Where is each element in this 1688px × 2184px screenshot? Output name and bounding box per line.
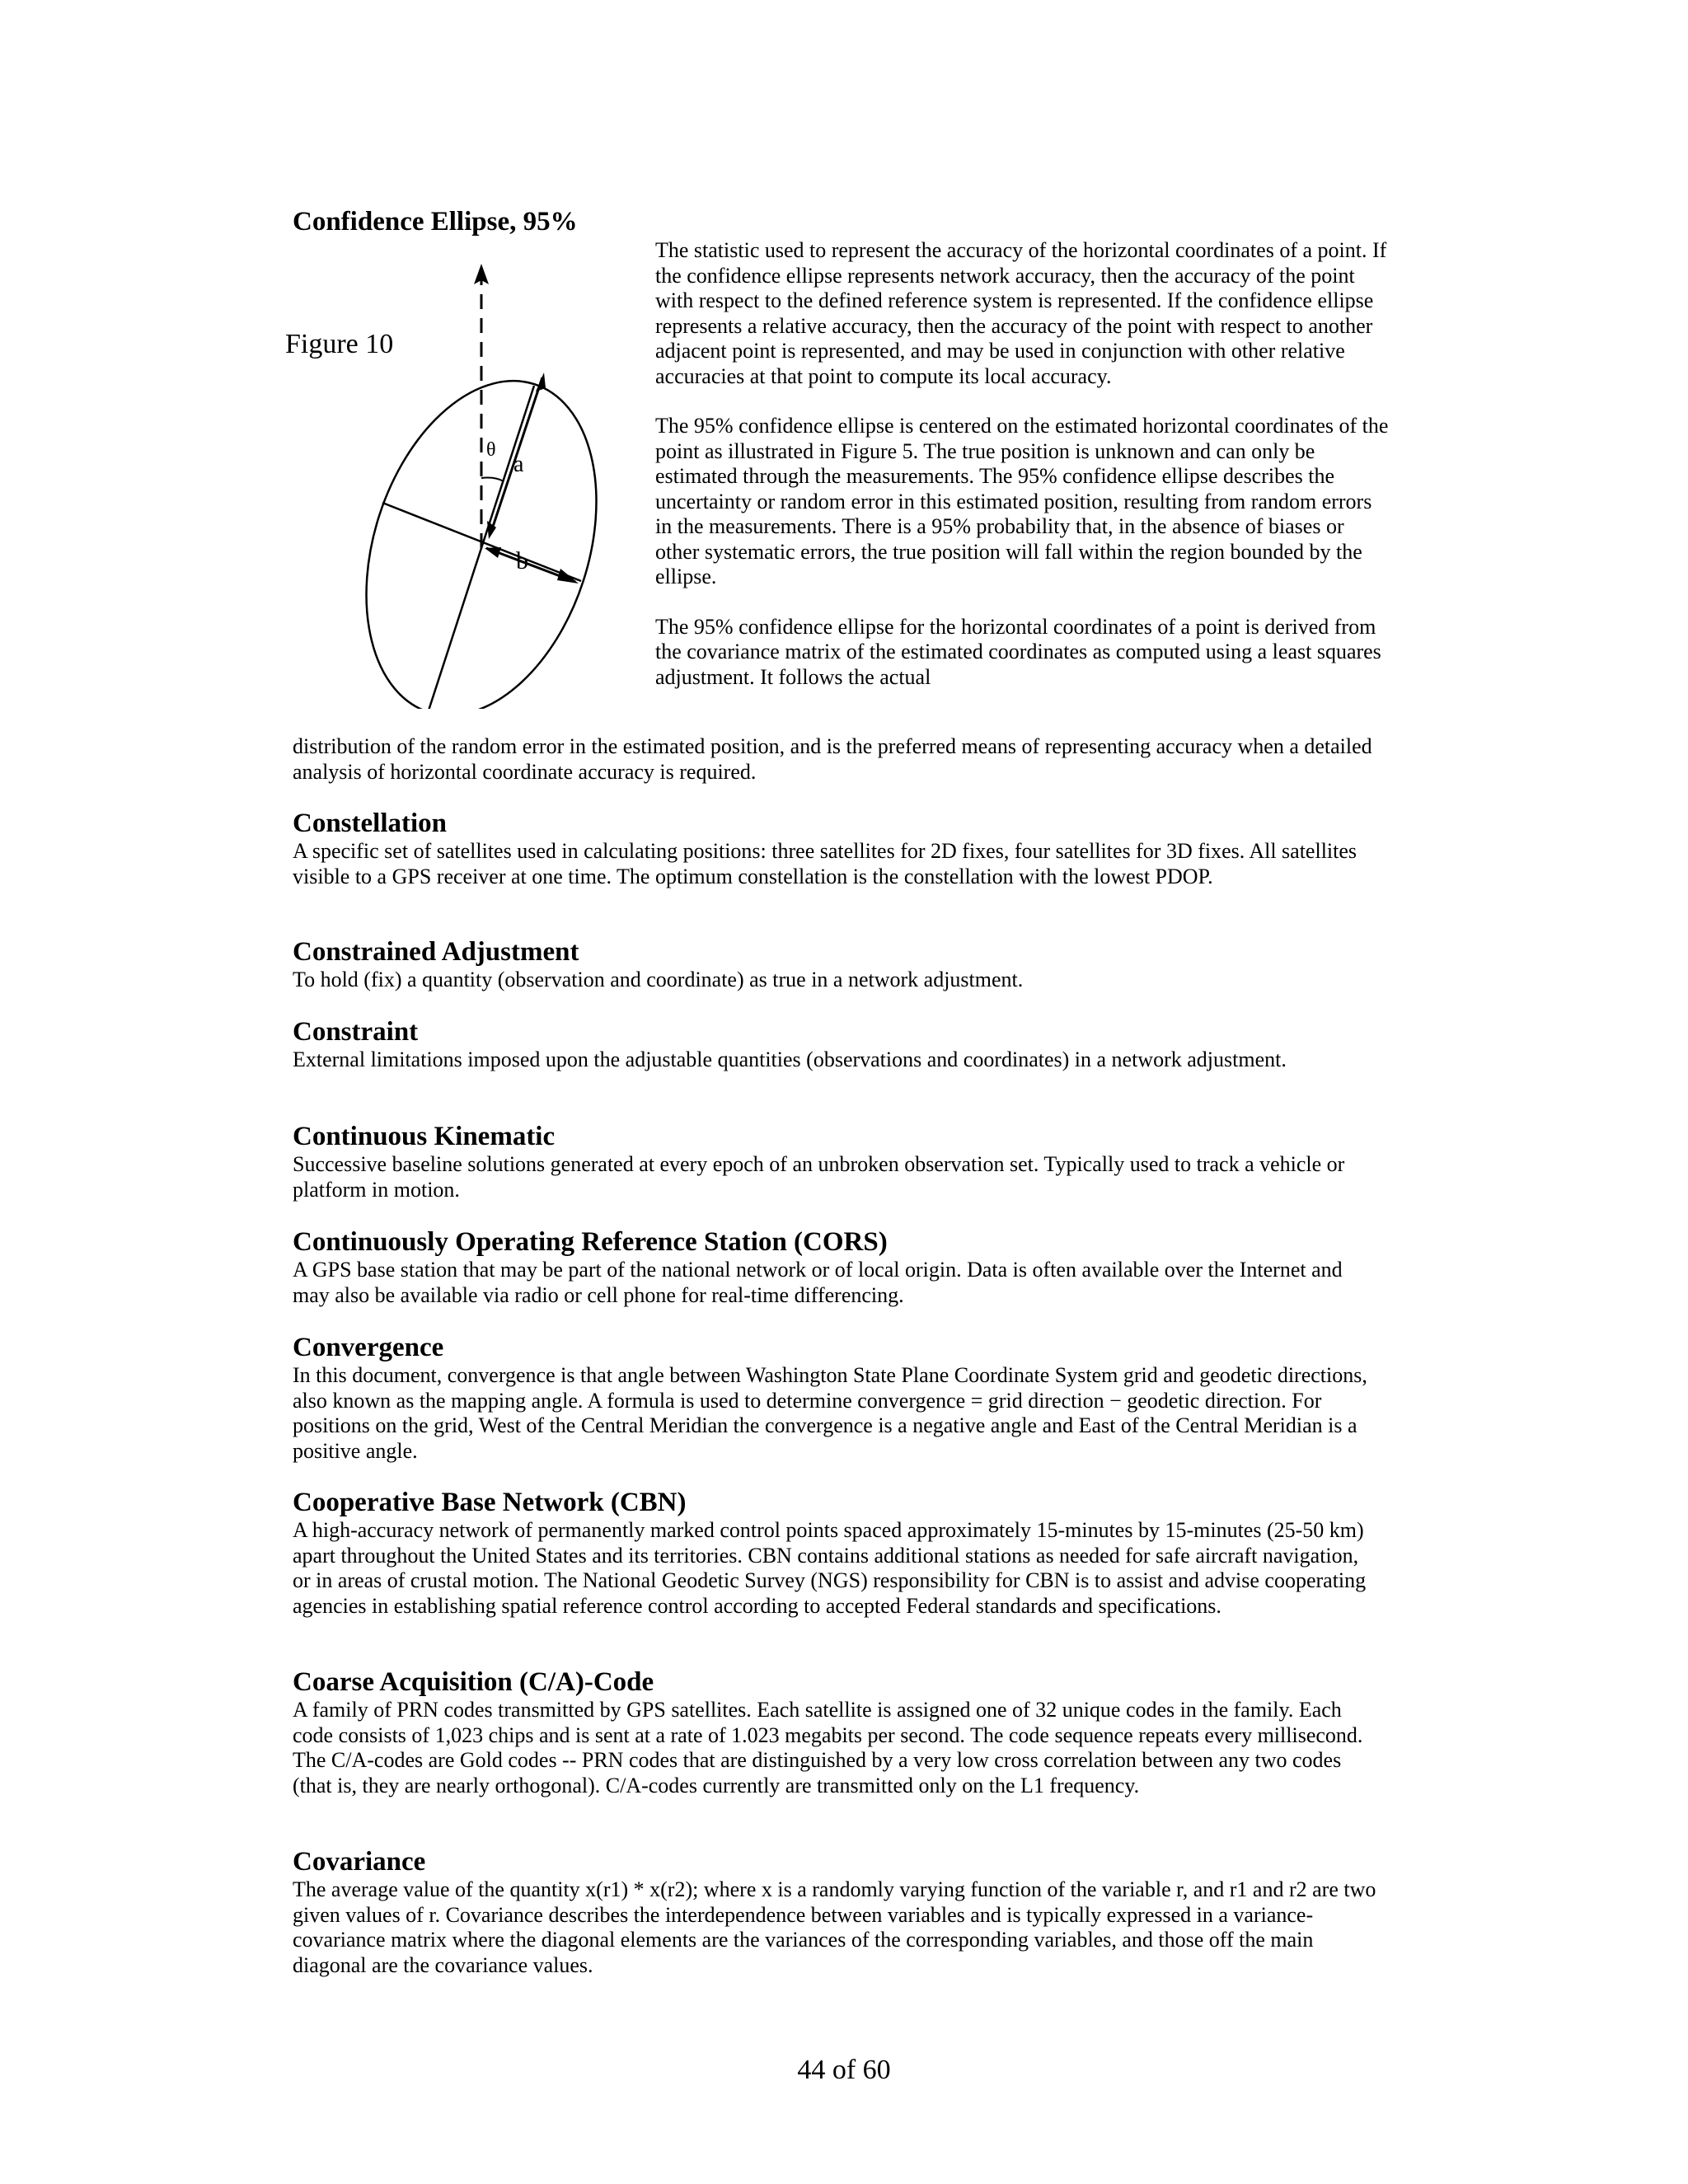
definition-paragraph: distribution of the random error in the estimated position, and is the preferred means of representing accuracy when a detailed analysis of horizontal coordinate accuracy is required. bbox=[293, 734, 1372, 784]
definition-paragraph: The 95% confidence ellipse is centered on the estimated horizontal coordinates of the point as illustrated in Figure 5. The true position is unknown and can only be estimated through the measurements. The 95% confidence ellipse describes the uncertainty or random error in this estimated position, resulting from random errors in the measurements. There is a 95% probability that, in the absence of biases or other systematic errors, the true position will fall within the region bounded by the ellipse. bbox=[655, 414, 1389, 588]
definition-text: A high-accuracy network of permanently marked control points spaced approximately 15-minutes by 15-minutes (25-50 km) apart throughout the United States and its territories. CBN contains additional stations as needed for safe aircraft navigation, or in areas of crustal motion. The National Geodetic Survey (NGS) responsibility for CBN is to assist and advise cooperating agencies in establishing spatial reference control according to accepted Federal standards and specifications. bbox=[293, 1518, 1367, 1618]
term-heading: Confidence Ellipse, 95% bbox=[293, 207, 578, 237]
glossary-entry bbox=[293, 1332, 1381, 1464]
term-heading: Covariance bbox=[293, 1847, 426, 1877]
definition-text: The average value of the quantity x(r1) * x(r2); where x is a randomly varying function of the variable r, and r1 and r2 are two given values of r. Covariance describes the interdependence between variables and is typically expressed in a variance-covariance matrix where the diagonal elements are the variances of the corresponding variables, and those off the main diagonal are the covariance values. bbox=[293, 1877, 1376, 1977]
definition-text: Successive baseline solutions generated at every epoch of an unbroken observation set. Typically used to track a vehicle or platform in motion. bbox=[293, 1152, 1345, 1202]
term-heading: Convergence bbox=[293, 1333, 444, 1362]
term-heading: Cooperative Base Network (CBN) bbox=[293, 1488, 687, 1517]
glossary-entry bbox=[293, 808, 1381, 889]
definition-paragraph: The 95% confidence ellipse for the horizontal coordinates of a point is derived from the covariance matrix of the estimated coordinates as computed using a least squares adjustment. It follows the actual bbox=[655, 614, 1381, 689]
semi-minor-arrowhead-icon bbox=[557, 569, 579, 583]
term-heading: Continuously Operating Reference Station (CORS) bbox=[293, 1227, 888, 1257]
b-label: b bbox=[516, 547, 528, 574]
term-heading: Continuous Kinematic bbox=[293, 1122, 556, 1151]
confidence-ellipse-figure bbox=[354, 255, 618, 709]
definition-text: A specific set of satellites used in calculating positions: three satellites for 2D fixes, four satellites for 3D fixes. All satellites visible to a GPS receiver at one time. The optimum constellation is the constellation with the lowest PDOP. bbox=[293, 839, 1357, 888]
glossary-entry bbox=[293, 1121, 1381, 1202]
term-heading: Constrained Adjustment bbox=[293, 937, 579, 967]
glossary-entry bbox=[293, 936, 1381, 993]
semi-minor-tail-arrowhead-icon bbox=[485, 547, 501, 558]
semi-major-arrowhead-icon bbox=[536, 373, 546, 391]
glossary-entry bbox=[293, 1016, 1381, 1073]
term-heading: Constraint bbox=[293, 1017, 419, 1047]
glossary-entry bbox=[293, 1846, 1381, 1978]
definition-text: A family of PRN codes transmitted by GPS satellites. Each satellite is assigned one of 32 unique codes in the family. Each code consists of 1,023 chips and is sent at a rate of 1.023 megabits per second. The code sequence repeats every millisecond. The C/A-codes are Gold codes -- PRN codes that are distinguished by a very low cross correlation between any two codes (that is, they are nearly orthogonal). C/A-codes currently are transmitted only on the L1 frequency. bbox=[293, 1698, 1363, 1797]
definition-text: A GPS base station that may be part of the national network or of local origin. Data is often available over the Internet and may also be available via radio or cell phone for real-time differencing. bbox=[293, 1258, 1343, 1307]
definition-paragraph: The statistic used to represent the accuracy of the horizontal coordinates of a point. If the confidence ellipse represents network accuracy, then the accuracy of the point with respect to the defined reference system is represented. If the confidence ellipse represents a relative accuracy, then the accuracy of the point with respect to another adjacent point is represented, and may be used in conjunction with other relative accuracies at that point to compute its local accuracy. bbox=[655, 238, 1387, 388]
term-heading: Constellation bbox=[293, 808, 448, 838]
glossary-entry bbox=[293, 1487, 1381, 1619]
term-heading: Coarse Acquisition (C/A)-Code bbox=[293, 1667, 654, 1697]
definition-text: External limitations imposed upon the adjustable quantities (observations and coordinates) in a network adjustment. bbox=[293, 1047, 1287, 1071]
definition-text bbox=[655, 238, 1389, 690]
glossary-entry bbox=[293, 1666, 1381, 1798]
theta-arc bbox=[481, 478, 504, 482]
page-number: 44 of 60 bbox=[797, 2055, 891, 2085]
definition-text: To hold (fix) a quantity (observation and coordinate) as true in a network adjustment. bbox=[293, 968, 1024, 991]
definition-text: In this document, convergence is that angle between Washington State Plane Coordinate System grid and geodetic directions, also known as the mapping angle. A formula is used to determine convergence = grid direction − geodetic direction. For positions on the grid, West of the Central Meridian the convergence is a negative angle and East of the Central Meridian is a positive angle. bbox=[293, 1363, 1367, 1463]
glossary-entry bbox=[293, 1226, 1381, 1308]
theta-label: θ bbox=[486, 439, 496, 461]
figure-label: Figure 10 bbox=[285, 329, 394, 359]
a-label: a bbox=[513, 452, 524, 477]
